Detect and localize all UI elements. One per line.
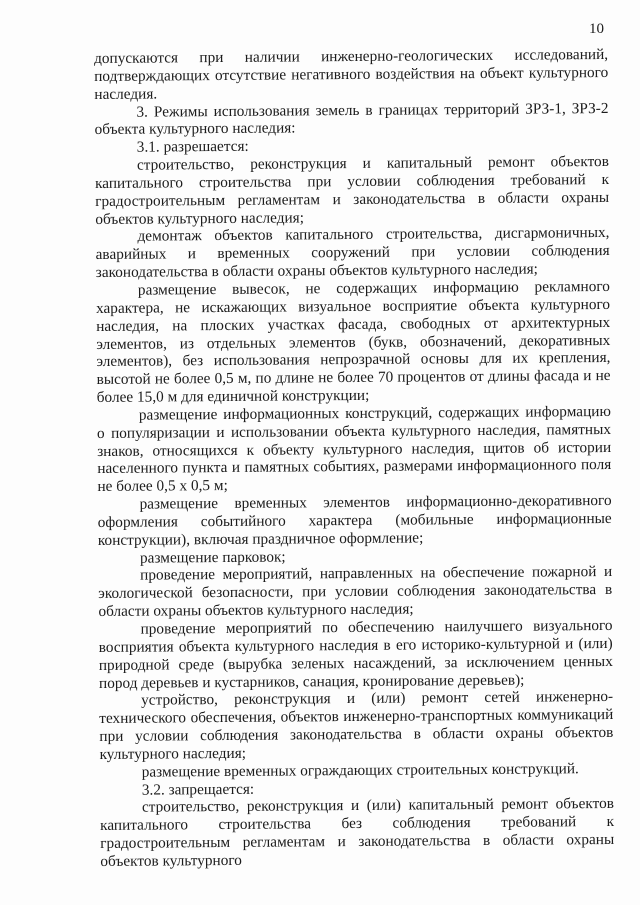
document-body <box>94 46 614 871</box>
paragraph-subsection-3-2-heading: 3.2. запрещается: <box>141 780 255 799</box>
paragraph-subsection-3-1-heading: 3.1. разрешается: <box>136 138 249 156</box>
paragraph-section-3-heading: 3. Режимы использования земель в границах территорий ЗРЗ-1, ЗРЗ-2 объекта культурного наследия: <box>94 99 609 139</box>
paragraph-allowed-info-structures: размещение информационных конструкций, содержащих информацию о популяризации и использовании объекта культурного наследия, памятных знаков, относящихся к объекту культурного наследия, щитов об истории населенного пункта и памятных событиях, размерами информационного поля не более 0,5 х 0,5 м; <box>96 402 612 496</box>
paragraph-continuation: допускаются при наличии инженерно-геологических исследований, подтверждающих отсутствие негативного воздействия на объект культурного наследия. <box>94 45 609 103</box>
paragraph-allowed-signage: размещение вывесок, не содержащих информацию рекламного характера, не искажающих визуальное восприятие объекта культурного наследия, на плоских участках фасада, свободных от архитектурных элементов, из отдельных элементов (букв, обозначений, декоративных элементов), без использования непрозрачной основы для их крепления, высотой не более 0,5 м, по длине не более 70 процентов от длины фасада и не более 15,0 м для единичной конструкции; <box>95 277 611 407</box>
paragraph-forbidden-construction: строительство, реконструкция и (или) капитальный ремонт объектов капитального строительства без соблюдения требований к градостроительным регламентам и законодательства в области охраны объектов культурного <box>100 795 615 870</box>
paragraph-allowed-parking: размещение парковок; <box>139 548 286 567</box>
paragraph-allowed-visual-perception: проведение мероприятий по обеспечению наилучшего визуального восприятия объекта культурного наследия в его историко-культурной и (или) природной среде (вырубка зеленых насаждений, за исключением ценных пород деревьев и кустарников, санация, кронирование деревьев); <box>98 616 613 692</box>
paragraph-allowed-construction: строительство, реконструкция и капитальный ремонт объектов капитального строительства при условии соблюдения требований к градостроительным регламентам и законодательства в области охраны объектов культурного наследия; <box>94 153 610 228</box>
paragraph-allowed-temporary-fences: размещение временных ограждающих строительных конструкций. <box>141 759 579 781</box>
page-number: 10 <box>589 21 604 37</box>
paragraph-allowed-engineering-networks: устройство, реконструкция и (или) ремонт сетей инженерно-технического обеспечения, объектов инженерно-транспортных коммуникаций при условии соблюдения законодательства в области охраны объектов культурного наследия; <box>99 688 614 763</box>
paragraph-allowed-temporary-decor: размещение временных элементов информационно-декоративного оформления событийного характера (мобильные информационные конструкции), включая праздничное оформление; <box>97 492 612 549</box>
paragraph-allowed-safety-measures: проведение мероприятий, направленных на обеспечение пожарной и экологической безопасности, при условии соблюдения законодательства в области охраны объектов культурного наследия; <box>98 563 613 621</box>
paragraph-allowed-demolition: демонтаж объектов капитального строительства, дисгармоничных, аварийных и временных сооружений при условии соблюдения законодательства в области охраны объектов культурного наследия; <box>95 224 610 282</box>
